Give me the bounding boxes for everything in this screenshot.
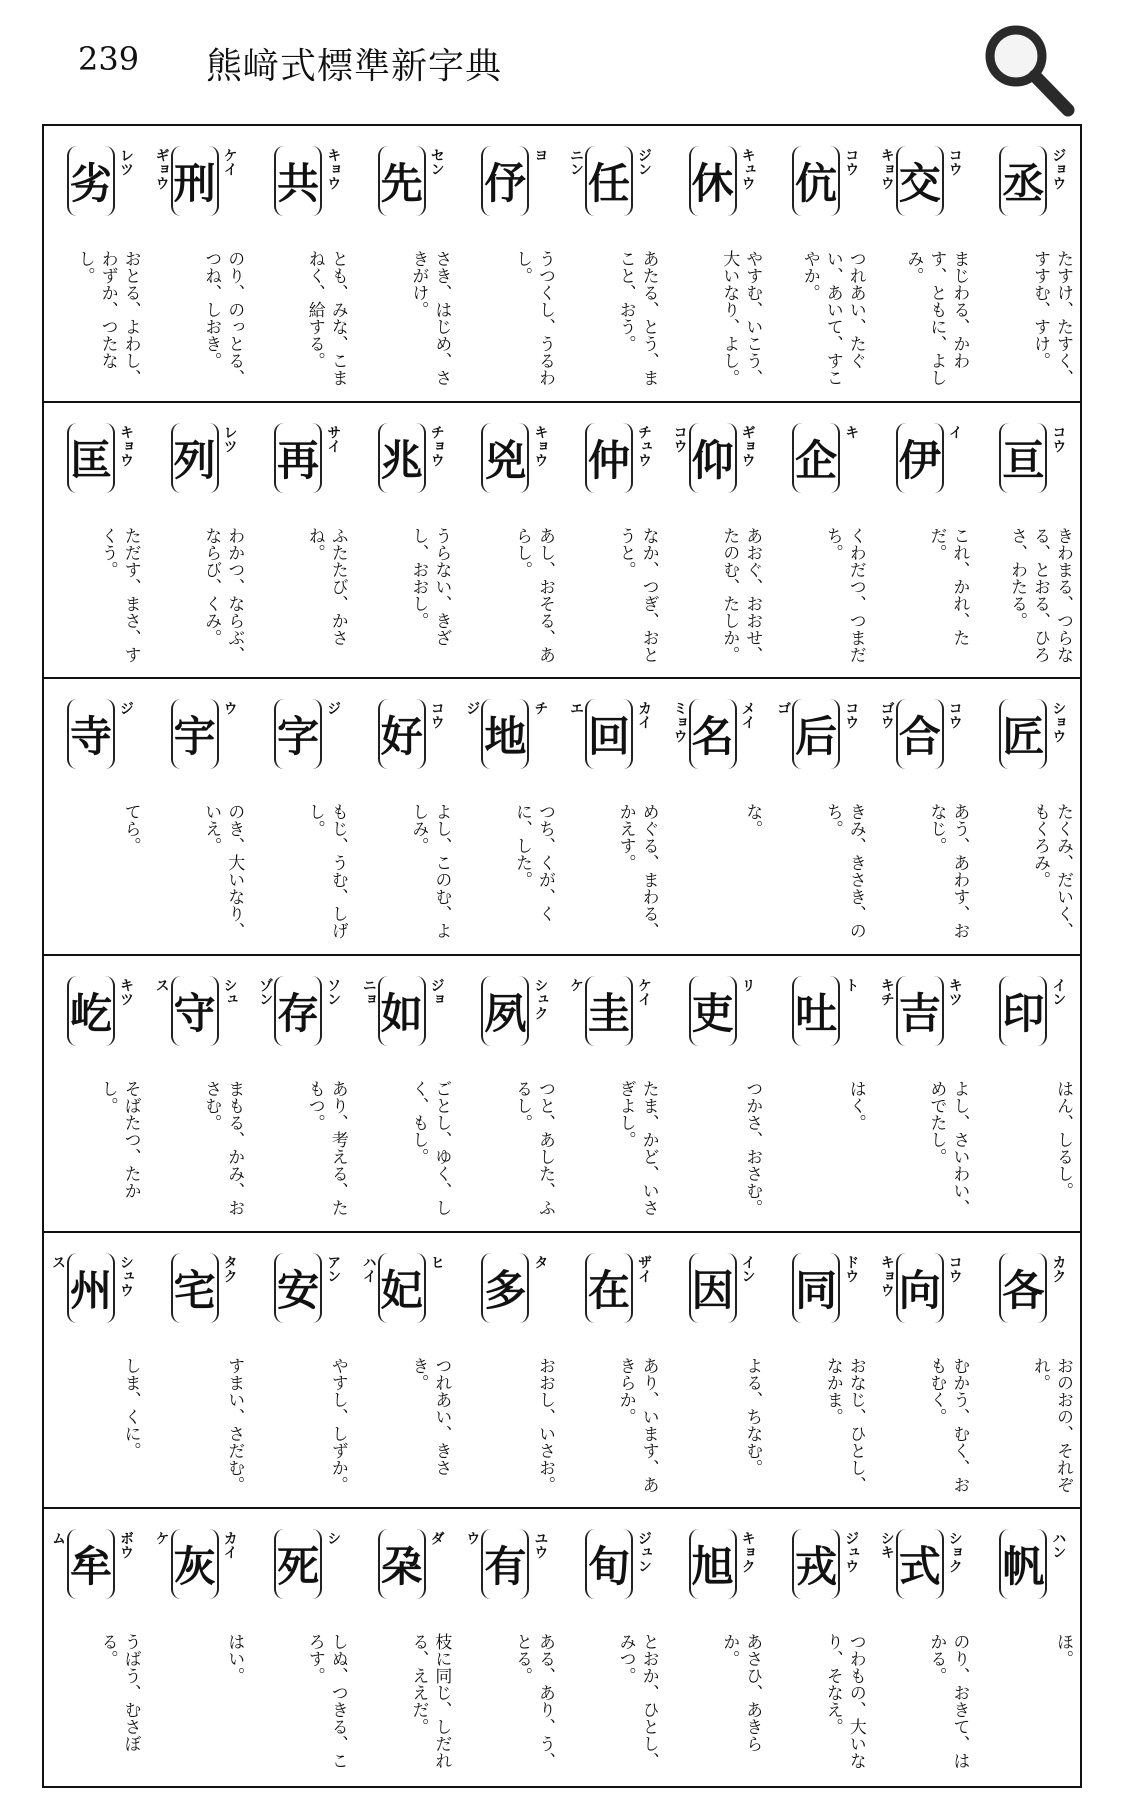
kanji-character: 仲: [587, 435, 630, 485]
kanji-entry: [148, 403, 252, 678]
kanji-entry: [355, 1509, 459, 1786]
kanji-character: 劣: [69, 159, 112, 208]
on-reading: キツ: [118, 977, 134, 1006]
kanji-character: 合: [898, 712, 941, 762]
kanji-character: 安: [277, 1265, 320, 1315]
kanji-table: [42, 124, 1082, 1788]
kanji-entry: [562, 1509, 666, 1786]
kanji-character: 朶: [380, 1542, 423, 1592]
kun-reading: よし、このむ、よしみ。: [408, 803, 452, 940]
kanji-entry: [562, 126, 666, 401]
kanji-entry: [458, 403, 562, 678]
on-reading: ユウ: [532, 1531, 549, 1560]
kun-reading: のり、おきて、はかる。: [926, 1633, 970, 1770]
kanji-character: 戎: [795, 1542, 838, 1592]
zoom-button[interactable]: [978, 14, 1078, 120]
alt-reading: ゾン: [257, 977, 274, 1006]
on-reading: ドウ: [843, 1254, 860, 1283]
kun-reading: おのおの、それぞれ。: [1029, 1356, 1073, 1493]
kun-reading: はく。: [845, 1079, 866, 1131]
kanji-character: 地: [484, 712, 527, 762]
kanji-character: 因: [691, 1265, 734, 1315]
on-reading: キュウ: [739, 148, 756, 190]
kanji-character: 列: [173, 435, 216, 485]
on-reading: キ: [843, 424, 860, 439]
kun-reading: ただす、まさ、すくう。: [97, 526, 141, 663]
kun-reading: うらない、きざし、おおし。: [408, 526, 452, 646]
on-reading: キョウ: [325, 148, 342, 190]
kanji-entry: [562, 403, 666, 678]
alt-reading: ス: [153, 977, 170, 992]
kanji-entry: [148, 1509, 252, 1786]
kun-reading: きみ、きさき、のち。: [822, 803, 866, 940]
kanji-entry: [44, 1233, 148, 1508]
on-reading: ソン: [325, 977, 342, 1006]
on-reading: ケイ: [221, 148, 238, 176]
kanji-character: 兇: [484, 435, 527, 485]
on-reading: ボウ: [118, 1531, 134, 1560]
on-reading: コウ: [946, 1254, 963, 1283]
kun-reading: くわだつ、つまだち。: [822, 526, 866, 663]
kun-reading: つわもの、大いなり、そなえ。: [822, 1633, 866, 1770]
kanji-character: 帆: [1002, 1542, 1045, 1592]
kanji-entry: [251, 1509, 355, 1786]
kun-reading: あたる、とう、まこと、おう。: [615, 250, 659, 386]
kanji-character: 宇: [173, 712, 216, 762]
kun-reading: しぬ、つきる、ころす。: [304, 1633, 348, 1770]
kun-reading: つれあい、きさき。: [408, 1356, 452, 1476]
kun-reading: あう、あわす、おなじ。: [926, 803, 970, 940]
kun-reading: とおか、ひとし、みつ。: [615, 1633, 659, 1770]
kanji-character: 共: [277, 159, 320, 208]
kanji-character: 回: [587, 712, 630, 762]
kun-reading: うつくし、うるわし。: [511, 250, 555, 386]
on-reading: カイ: [635, 701, 652, 730]
on-reading: リ: [739, 977, 756, 992]
kanji-character: 伉: [795, 159, 838, 208]
on-reading: タ: [532, 1254, 549, 1269]
kanji-entry: [769, 403, 873, 678]
kanji-character: 同: [795, 1265, 838, 1315]
kanji-entry: [148, 956, 252, 1231]
kanji-entry: [873, 403, 977, 678]
kanji-entry: [769, 1233, 873, 1508]
kanji-entry: [458, 1509, 562, 1786]
kanji-character: 如: [380, 988, 423, 1038]
on-reading: ジ: [118, 701, 134, 716]
on-reading: キツ: [946, 977, 963, 1006]
on-reading: サイ: [325, 424, 342, 453]
on-reading: ギョウ: [739, 424, 756, 467]
kanji-entry: [355, 679, 459, 954]
alt-reading: ケ: [567, 977, 584, 992]
kanji-character: 守: [173, 988, 216, 1038]
on-reading: ハン: [1050, 1531, 1067, 1560]
kanji-character: 再: [277, 435, 320, 485]
kanji-character: 吐: [795, 988, 838, 1038]
kanji-entry: [769, 126, 873, 401]
kanji-character: 在: [587, 1265, 630, 1315]
on-reading: ジン: [635, 148, 652, 176]
kanji-entry: [562, 679, 666, 954]
kun-reading: はい。: [224, 1633, 245, 1685]
kun-reading: あり、います、あきらか。: [615, 1356, 659, 1493]
kun-reading: きわまる、つらなる、とおる、ひろさ、わたる。: [1006, 526, 1073, 663]
alt-reading: ゴウ: [878, 701, 895, 730]
kanji-character: 旭: [691, 1542, 734, 1592]
on-reading: コウ: [1050, 424, 1067, 453]
on-reading: チ: [532, 701, 549, 716]
alt-reading: ス: [50, 1254, 66, 1269]
kanji-entry: [251, 126, 355, 401]
kun-reading: よる、ちなむ。: [742, 1356, 763, 1476]
kanji-character: 多: [484, 1265, 527, 1315]
kun-reading: あおぐ、おおせ、たのむ、たしか。: [719, 526, 763, 663]
kun-reading: おなじ、ひとし、なかま。: [822, 1356, 866, 1493]
alt-reading: ニン: [567, 148, 584, 176]
on-reading: カイ: [221, 1531, 238, 1560]
on-reading: ショウ: [1050, 701, 1067, 744]
kanji-character: 死: [277, 1542, 320, 1592]
kanji-entry: [148, 1233, 252, 1508]
kanji-entry: [562, 1233, 666, 1508]
kanji-character: 任: [587, 159, 630, 208]
on-reading: ケイ: [635, 977, 652, 1006]
kanji-character: 企: [795, 435, 838, 485]
kun-reading: やすむ、いこう、大いなり、よし。: [719, 250, 763, 386]
on-reading: ジュン: [635, 1531, 652, 1574]
kanji-character: 屹: [69, 988, 112, 1038]
kanji-character: 州: [69, 1265, 112, 1315]
kanji-entry: [976, 679, 1080, 954]
kanji-character: 牟: [69, 1542, 112, 1592]
alt-reading: ニョ: [360, 977, 377, 1006]
entry-row: [44, 126, 1080, 403]
on-reading: ジョウ: [1050, 148, 1067, 190]
on-reading: ジ: [325, 701, 342, 716]
kanji-entry: [355, 956, 459, 1231]
kun-reading: てら。: [120, 803, 141, 855]
on-reading: イン: [739, 1254, 756, 1283]
kanji-entry: [976, 1233, 1080, 1508]
kanji-entry: [666, 1233, 770, 1508]
kun-reading: はん、しるし。: [1052, 1079, 1073, 1199]
kanji-entry: [873, 679, 977, 954]
kanji-entry: [976, 956, 1080, 1231]
kanji-character: 旬: [587, 1542, 630, 1592]
kanji-entry: [769, 1509, 873, 1786]
on-reading: メイ: [739, 701, 756, 730]
kanji-character: 夙: [484, 988, 527, 1038]
kanji-entry: [666, 1509, 770, 1786]
kanji-entry: [44, 956, 148, 1231]
kun-reading: やすし、しずか。: [327, 1356, 348, 1493]
kanji-character: 妃: [380, 1265, 423, 1315]
on-reading: ヒ: [428, 1254, 445, 1269]
kanji-character: 向: [898, 1265, 941, 1315]
kun-reading: そばたつ、たかし。: [97, 1079, 141, 1199]
kun-reading: ふたたび、かさね。: [304, 526, 348, 646]
kanji-character: 吉: [898, 988, 941, 1038]
kun-reading: つち、くが、くに、した。: [511, 803, 555, 923]
kanji-character: 存: [277, 988, 320, 1038]
kun-reading: よし、さいわい、めでたし。: [926, 1079, 970, 1216]
on-reading: シ: [325, 1531, 342, 1546]
kanji-entry: [873, 1233, 977, 1508]
entry-row: [44, 1509, 1080, 1786]
on-reading: イン: [1050, 977, 1067, 1006]
kanji-entry: [148, 126, 252, 401]
kanji-character: 后: [795, 712, 838, 762]
kanji-entry: [148, 679, 252, 954]
kanji-character: 有: [484, 1542, 527, 1592]
kanji-entry: [562, 956, 666, 1231]
kanji-entry: [458, 1233, 562, 1508]
kanji-character: 字: [277, 712, 320, 762]
on-reading: ショク: [946, 1531, 963, 1574]
alt-reading: ジ: [464, 701, 481, 716]
kanji-character: 名: [691, 712, 734, 762]
kanji-entry: [251, 403, 355, 678]
on-reading: ヨ: [532, 148, 549, 162]
kun-reading: おおし、いさお。: [534, 1356, 555, 1493]
kun-reading: あさひ、あきらか。: [719, 1633, 763, 1753]
on-reading: レツ: [118, 148, 134, 176]
kanji-character: 式: [898, 1542, 941, 1592]
kun-reading: さき、はじめ、さきがけ。: [408, 250, 452, 386]
kun-reading: たくみ、だいく、もくろみ。: [1029, 803, 1073, 940]
kanji-character: 伊: [898, 435, 941, 485]
on-reading: コウ: [946, 148, 963, 176]
kanji-character: 交: [898, 159, 941, 208]
kun-reading: わかつ、ならぶ、ならび、くみ。: [201, 526, 245, 663]
kanji-entry: [355, 126, 459, 401]
kanji-entry: [251, 956, 355, 1231]
kun-reading: まもる、かみ、おさむ。: [201, 1079, 245, 1216]
kanji-entry: [44, 679, 148, 954]
kanji-entry: [666, 126, 770, 401]
entry-row: [44, 679, 1080, 956]
kanji-character: 先: [380, 159, 423, 208]
entry-row: [44, 403, 1080, 680]
kanji-entry: [976, 126, 1080, 401]
kanji-entry: [976, 403, 1080, 678]
kun-reading: まじわる、かわす、ともに、よしみ。: [903, 250, 970, 386]
kanji-entry: [355, 1233, 459, 1508]
kun-reading: しま、くに。: [120, 1356, 141, 1459]
kanji-character: 匡: [69, 435, 112, 485]
on-reading: カク: [1050, 1254, 1067, 1283]
kun-reading: めぐる、まわる、かえす。: [615, 803, 659, 940]
alt-reading: シキ: [878, 1531, 895, 1560]
on-reading: コウ: [428, 701, 445, 730]
kanji-entry: [769, 956, 873, 1231]
kun-reading: なか、つぎ、おとうと。: [615, 526, 659, 663]
kun-reading: たすけ、たすく、すすむ、すけ。: [1029, 250, 1073, 386]
alt-reading: キョウ: [878, 148, 895, 190]
kun-reading: たま、かど、いさぎよし。: [615, 1079, 659, 1216]
kanji-character: 寺: [69, 712, 112, 762]
alt-reading: エ: [567, 701, 584, 716]
kun-reading: な。: [742, 803, 763, 838]
kanji-entry: [873, 956, 977, 1231]
kanji-character: 吏: [691, 988, 734, 1038]
kanji-entry: [355, 403, 459, 678]
on-reading: レツ: [221, 424, 238, 453]
kun-reading: あり、考える、たもつ。: [304, 1079, 348, 1216]
on-reading: シュウ: [118, 1254, 134, 1297]
kun-reading: おとる、よわし、わずか、つたなし。: [74, 250, 141, 386]
on-reading: ウ: [221, 701, 238, 716]
kanji-character: 伃: [484, 159, 527, 208]
kanji-entry: [251, 679, 355, 954]
on-reading: キョク: [739, 1531, 756, 1574]
kun-reading: のき、大いなり、いえ。: [201, 803, 245, 940]
kanji-character: 刑: [173, 159, 216, 208]
alt-reading: ミョウ: [671, 701, 688, 744]
kanji-entry: [458, 679, 562, 954]
alt-reading: ウ: [464, 1531, 481, 1546]
alt-reading: ケ: [153, 1531, 170, 1546]
kanji-character: 各: [1002, 1265, 1045, 1315]
on-reading: チュウ: [635, 424, 652, 467]
kanji-entry: [666, 679, 770, 954]
on-reading: ザイ: [635, 1254, 652, 1283]
on-reading: アン: [325, 1254, 342, 1283]
page-number: 239: [78, 40, 140, 78]
on-reading: イ: [946, 424, 963, 439]
kun-reading: うばう、むさぼる。: [97, 1633, 141, 1753]
on-reading: シュク: [532, 977, 549, 1020]
alt-reading: コウ: [671, 424, 688, 453]
kun-reading: すまい、さだむ。: [224, 1356, 245, 1493]
kanji-entry: [458, 126, 562, 401]
on-reading: キョウ: [532, 424, 549, 467]
kun-reading: つと、あした、ふるし。: [511, 1079, 555, 1216]
kanji-character: 宅: [173, 1265, 216, 1315]
kanji-entry: [976, 1509, 1080, 1786]
kanji-character: 仰: [691, 435, 734, 485]
alt-reading: キョウ: [878, 1254, 895, 1297]
kanji-character: 圭: [587, 988, 630, 1038]
kun-reading: むかう、むく、おもむく。: [926, 1356, 970, 1493]
on-reading: チョウ: [428, 424, 445, 467]
on-reading: コウ: [843, 701, 860, 730]
kanji-entry: [666, 403, 770, 678]
kanji-entry: [44, 126, 148, 401]
kanji-character: 亘: [1002, 435, 1045, 485]
on-reading: ジュウ: [843, 1531, 860, 1574]
kanji-character: 印: [1002, 988, 1045, 1038]
alt-reading: ハイ: [360, 1254, 377, 1283]
kanji-character: 兆: [380, 435, 423, 485]
kanji-character: 灰: [173, 1542, 216, 1592]
kun-reading: これ、かれ、ただ。: [926, 526, 970, 646]
kanji-character: 好: [380, 712, 423, 762]
entry-row: [44, 1233, 1080, 1510]
kun-reading: 枝に同じ、しだれる、ええだ。: [408, 1633, 452, 1770]
kanji-character: 匠: [1002, 712, 1045, 762]
kun-reading: ある、あり、う、とる。: [511, 1633, 555, 1770]
kanji-character: 休: [691, 159, 734, 208]
kun-reading: あし、おそる、あらし。: [511, 526, 555, 663]
kanji-entry: [666, 956, 770, 1231]
kanji-entry: [44, 403, 148, 678]
kanji-entry: [769, 679, 873, 954]
on-reading: コウ: [843, 148, 860, 176]
book-title: 熊﨑式標準新字典: [206, 46, 503, 87]
alt-reading: ム: [50, 1531, 66, 1546]
kanji-character: 丞: [1002, 159, 1045, 208]
alt-reading: ギョウ: [153, 148, 170, 190]
alt-reading: ゴ: [775, 701, 792, 716]
kun-reading: つかさ、おさむ。: [742, 1079, 763, 1216]
magnifier-icon: [990, 30, 1068, 110]
kun-reading: もじ、うむ、しげし。: [304, 803, 348, 940]
on-reading: ジョ: [428, 977, 445, 1006]
on-reading: ダ: [428, 1531, 445, 1546]
kanji-entry: [251, 1233, 355, 1508]
kanji-entry: [873, 1509, 977, 1786]
kun-reading: とも、みな、こまねく、給する。: [304, 250, 348, 386]
on-reading: ト: [843, 977, 860, 992]
kun-reading: つれあい、たぐい、あいて、すこやか。: [799, 250, 866, 386]
kun-reading: ほ。: [1052, 1633, 1073, 1668]
on-reading: コウ: [946, 701, 963, 730]
on-reading: シュ: [221, 977, 238, 1006]
kun-reading: ごとし、ゆく、しく、もし。: [408, 1079, 452, 1216]
kanji-entry: [873, 126, 977, 401]
kanji-entry: [458, 956, 562, 1231]
on-reading: セン: [428, 148, 445, 176]
entry-row: [44, 956, 1080, 1233]
alt-reading: キチ: [878, 977, 895, 1006]
kun-reading: のり、のっとる、つね、しおき。: [201, 250, 245, 386]
kanji-entry: [44, 1509, 148, 1786]
on-reading: キョウ: [118, 424, 134, 467]
on-reading: タク: [221, 1254, 238, 1283]
page-header: [0, 0, 1123, 115]
